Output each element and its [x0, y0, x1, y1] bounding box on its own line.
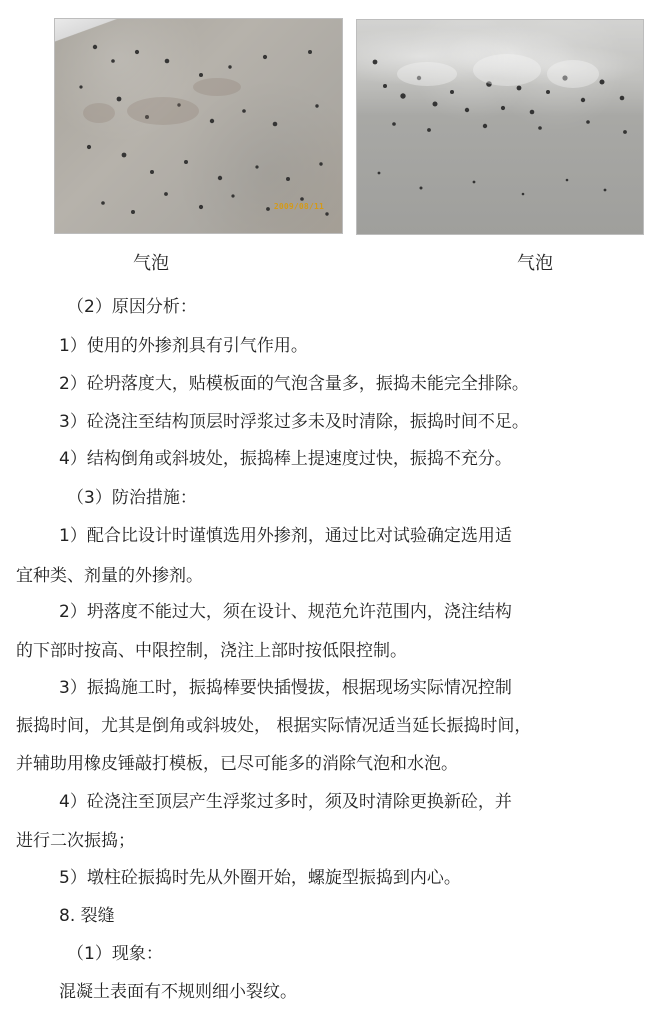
right-photo-texture: [357, 20, 643, 234]
text-line-3: 2）砼坍落度大，贴模板面的气泡含量多，振捣未能完全排除。: [59, 374, 529, 394]
text-line-8: 宜种类、剂量的外掺剂。: [16, 566, 203, 586]
text-line-18: （1）现象：: [67, 944, 163, 964]
left-concrete-photo: [54, 18, 343, 234]
text-line-9: 2）坍落度不能过大，须在设计、规范允许范围内，浇注结构: [59, 602, 512, 622]
text-line-10: 的下部时按高、中限控制，浇注上部时按低限控制。: [16, 641, 407, 661]
text-line-5: 4）结构倒角或斜坡处，振捣棒上提速度过快，振捣不充分。: [59, 449, 512, 469]
text-line-12: 振捣时间，尤其是倒角或斜坡处， 根据实际情况适当延长振捣时间，: [16, 716, 532, 736]
text-line-6: （3）防治措施：: [67, 488, 197, 508]
right-photo-caption: 气泡: [517, 253, 553, 274]
text-line-13: 并辅助用橡皮锤敲打模板，已尽可能多的消除气泡和水泡。: [16, 754, 458, 774]
text-line-19: 混凝土表面有不规则细小裂纹。: [59, 982, 297, 1002]
right-concrete-photo: [356, 19, 644, 235]
left-photo-texture: [55, 19, 342, 233]
photo-date-stamp: 2009/08/11: [273, 202, 324, 211]
text-line-1: （2）原因分析：: [67, 297, 197, 317]
text-line-7: 1）配合比设计时谨慎选用外掺剂，通过比对试验确定选用适: [59, 526, 512, 546]
text-line-14: 4）砼浇注至顶层产生浮浆过多时，须及时清除更换新砼，并: [59, 792, 512, 812]
text-line-2: 1）使用的外掺剂具有引气作用。: [59, 336, 308, 356]
text-line-11: 3）振捣施工时，振捣棒要快插慢拔，根据现场实际情况控制: [59, 678, 512, 698]
left-photo-caption: 气泡: [133, 253, 169, 274]
text-line-16: 5）墩柱砼振捣时先从外圈开始，螺旋型振捣到内心。: [59, 868, 461, 888]
text-line-4: 3）砼浇注至结构顶层时浮浆过多未及时清除，振捣时间不足。: [59, 412, 529, 432]
text-line-17: 8. 裂缝: [59, 906, 115, 926]
text-line-15: 进行二次振捣；: [16, 831, 135, 851]
